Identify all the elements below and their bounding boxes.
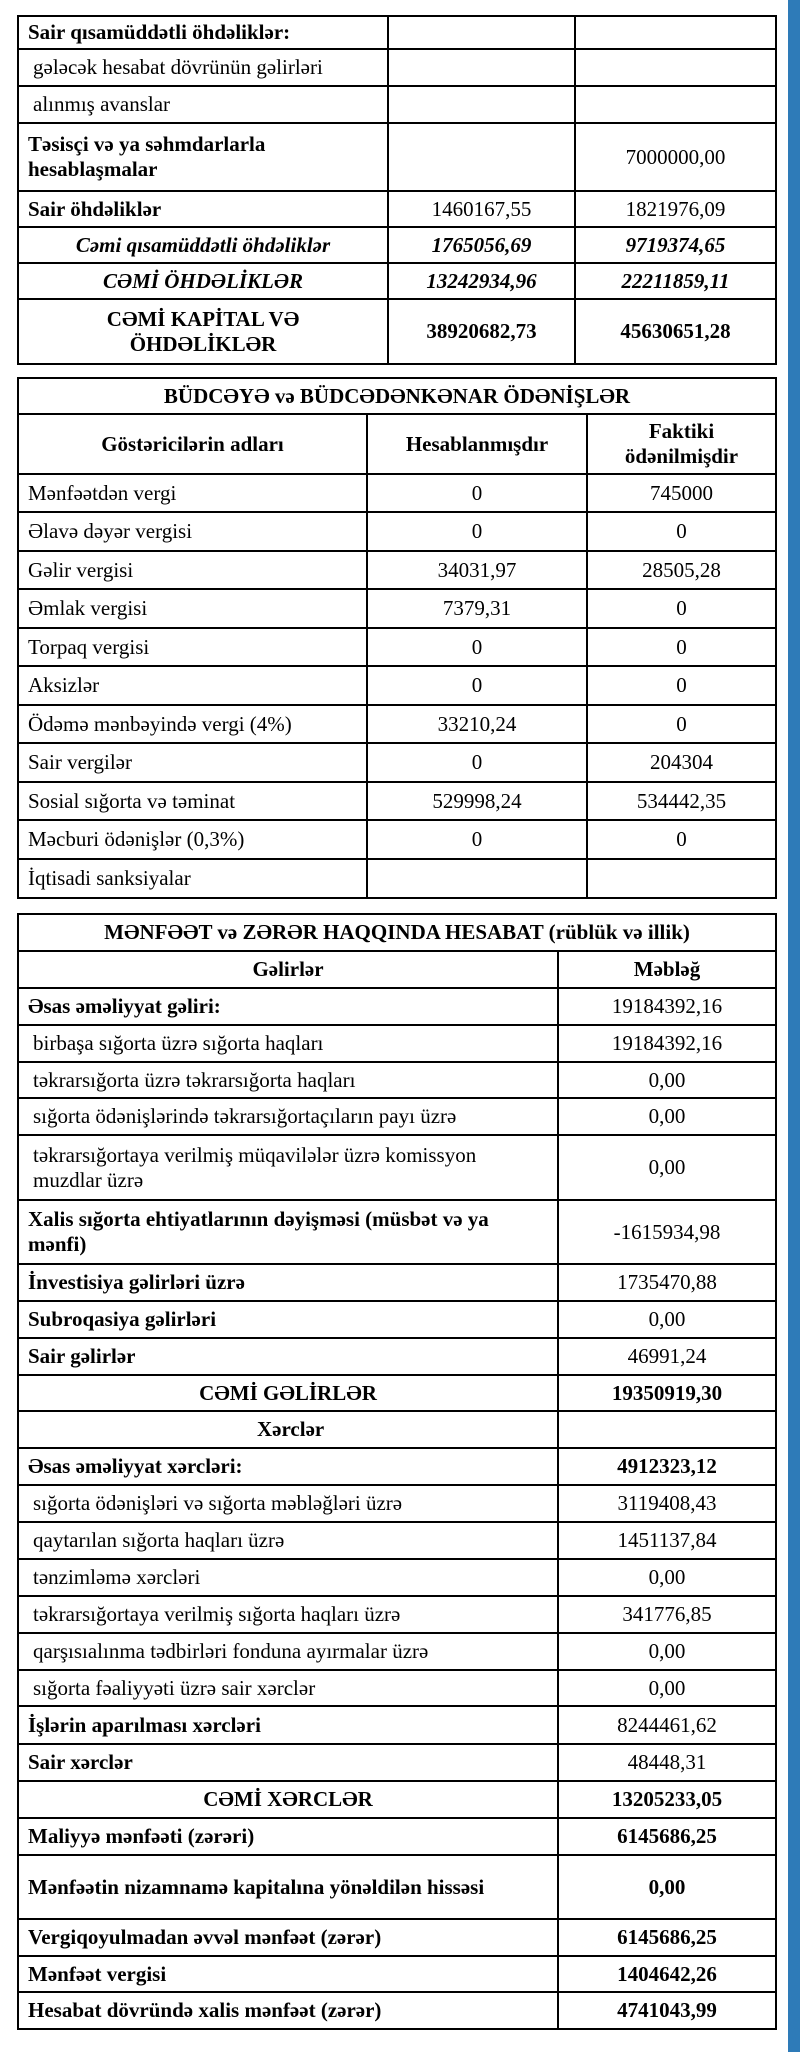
table-row [18, 1200, 776, 1264]
cell-value [388, 49, 575, 86]
row-label: Hesabat dövründə xalis mənfəət (zərər) [18, 1992, 558, 2029]
cell-value: 19184392,16 [558, 1025, 776, 1062]
row-label: Sosial sığorta və təminat [18, 782, 367, 820]
table-row [18, 1338, 776, 1375]
table-row [18, 1706, 776, 1744]
row-label: Mənfəətin nizamnamə kapitalına yönəldilən hissəsi [18, 1855, 558, 1919]
row-label: sığorta ödənişlərində təkrarsığortaçıların payı üzrə [18, 1098, 558, 1135]
cell-value: 204304 [587, 743, 776, 782]
row-label: Torpaq vergisi [18, 628, 367, 666]
table-row [18, 263, 776, 299]
row-label: Sair gəlirlər [18, 1338, 558, 1375]
row-label: Əsas əməliyyat gəliri: [18, 988, 558, 1025]
table-row [18, 1062, 776, 1098]
table-row [18, 666, 776, 705]
cell-value: 19184392,16 [558, 988, 776, 1025]
row-label: birbaşa sığorta üzrə sığorta haqları [18, 1025, 558, 1062]
row-label: Vergiqoyulmadan əvvəl mənfəət (zərər) [18, 1919, 558, 1956]
row-label: Cəmi qısamüddətli öhdəliklər [18, 227, 388, 263]
column-header: Faktiki ödənilmişdir [587, 414, 776, 474]
row-label: Sair qısamüddətli öhdəliklər: [18, 16, 388, 49]
table-row [18, 1448, 776, 1485]
cell-value: 22211859,11 [575, 263, 776, 299]
table-row [18, 191, 776, 227]
table-row [18, 1098, 776, 1135]
table-row [18, 16, 776, 49]
table-title: MƏNFƏƏT və ZƏRƏR HAQQINDA HESABAT (rüblük və illik) [18, 914, 776, 951]
row-label: Ödəmə mənbəyində vergi (4%) [18, 705, 367, 743]
cell-value: -1615934,98 [558, 1200, 776, 1264]
cell-value: 0 [367, 474, 587, 512]
row-label: Subroqasiya gəlirləri [18, 1301, 558, 1338]
row-label: təkrarsığortaya verilmiş müqavilələr üzrə komissyon muzdlar üzrə [18, 1135, 558, 1200]
row-label: CƏMİ GƏLİRLƏR [18, 1375, 558, 1411]
cell-value: 9719374,65 [575, 227, 776, 263]
cell-value [388, 86, 575, 123]
cell-value [367, 859, 587, 898]
row-label: qarşısıalınma tədbirləri fonduna ayırmalar üzrə [18, 1633, 558, 1670]
table-row [18, 1264, 776, 1301]
table-row [18, 123, 776, 191]
cell-value: 0,00 [558, 1559, 776, 1596]
table-title: BÜDCƏYƏ və BÜDCƏDƏNKƏNAR ÖDƏNİŞLƏR [18, 378, 776, 414]
table-row [18, 1992, 776, 2029]
cell-value [388, 123, 575, 191]
cell-value: 0 [587, 628, 776, 666]
row-label: Mənfəətdən vergi [18, 474, 367, 512]
table-row [18, 628, 776, 666]
row-label: İşlərin aparılması xərcləri [18, 1706, 558, 1744]
cell-value [575, 49, 776, 86]
cell-value: 48448,31 [558, 1744, 776, 1781]
cell-value [558, 1411, 776, 1448]
row-label: Maliyyə mənfəəti (zərəri) [18, 1818, 558, 1855]
cell-value: 1451137,84 [558, 1522, 776, 1559]
cell-value: 0 [367, 820, 587, 859]
table-row [18, 1485, 776, 1522]
cell-value: 1404642,26 [558, 1956, 776, 1992]
side-accent-bar [788, 0, 800, 2052]
cell-value: 0 [367, 628, 587, 666]
cell-value: 6145686,25 [558, 1818, 776, 1855]
column-header: Gəlirlər [18, 951, 558, 988]
cell-value: 0 [587, 512, 776, 551]
cell-value: 1765056,69 [388, 227, 575, 263]
cell-value: 1821976,09 [575, 191, 776, 227]
cell-value: 0 [587, 589, 776, 628]
column-header: Məbləğ [558, 951, 776, 988]
cell-value: 28505,28 [587, 551, 776, 589]
row-label: alınmış avanslar [18, 86, 388, 123]
table-row [18, 1633, 776, 1670]
table-row [18, 227, 776, 263]
table-row [18, 1301, 776, 1338]
liabilities-table [17, 15, 777, 365]
table-row [18, 1670, 776, 1706]
cell-value: 46991,24 [558, 1338, 776, 1375]
cell-value: 0 [587, 820, 776, 859]
cell-value: 745000 [587, 474, 776, 512]
cell-value: 0,00 [558, 1670, 776, 1706]
row-label: Sair öhdəliklər [18, 191, 388, 227]
row-label: Mənfəət vergisi [18, 1956, 558, 1992]
cell-value [587, 859, 776, 898]
cell-value: 1735470,88 [558, 1264, 776, 1301]
row-label: təkrarsığortaya verilmiş sığorta haqları üzrə [18, 1596, 558, 1633]
table-row [18, 512, 776, 551]
cell-value: 0 [367, 666, 587, 705]
cell-value: 0,00 [558, 1301, 776, 1338]
row-label: tənzimləmə xərcləri [18, 1559, 558, 1596]
row-label: təkrarsığorta üzrə təkrarsığorta haqları [18, 1062, 558, 1098]
row-label: Əlavə dəyər vergisi [18, 512, 367, 551]
table-row [18, 1818, 776, 1855]
table-row [18, 86, 776, 123]
cell-value: 4912323,12 [558, 1448, 776, 1485]
table-row [18, 1956, 776, 1992]
row-label: Sair xərclər [18, 1744, 558, 1781]
row-label: Aksizlər [18, 666, 367, 705]
cell-value: 529998,24 [367, 782, 587, 820]
budget-payments-table [17, 377, 777, 899]
table-row [18, 589, 776, 628]
table-row [18, 820, 776, 859]
row-label: sığorta ödənişləri və sığorta məbləğləri üzrə [18, 1485, 558, 1522]
row-label: Gəlir vergisi [18, 551, 367, 589]
column-header: Hesablanmışdır [367, 414, 587, 474]
cell-value: 0,00 [558, 1098, 776, 1135]
row-label: CƏMİ XƏRCLƏR [18, 1781, 558, 1818]
column-header: Göstəricilərin adları [18, 414, 367, 474]
table-row [18, 1411, 776, 1448]
cell-value: 3119408,43 [558, 1485, 776, 1522]
cell-value: 8244461,62 [558, 1706, 776, 1744]
row-label: CƏMİ ÖHDƏLİKLƏR [18, 263, 388, 299]
table-row [18, 1522, 776, 1559]
row-label: qaytarılan sığorta haqları üzrə [18, 1522, 558, 1559]
cell-value: 0 [367, 743, 587, 782]
table-row [18, 1135, 776, 1200]
table-row [18, 988, 776, 1025]
cell-value [575, 86, 776, 123]
row-label: Əsas əməliyyat xərcləri: [18, 1448, 558, 1485]
cell-value: 7379,31 [367, 589, 587, 628]
cell-value: 19350919,30 [558, 1375, 776, 1411]
cell-value [575, 16, 776, 49]
table-row [18, 1919, 776, 1956]
cell-value: 4741043,99 [558, 1992, 776, 2029]
cell-value: 6145686,25 [558, 1919, 776, 1956]
cell-value: 0,00 [558, 1135, 776, 1200]
profit-loss-table [17, 913, 777, 2030]
cell-value: 13205233,05 [558, 1781, 776, 1818]
row-label: CƏMİ KAPİTAL VƏ ÖHDƏLİKLƏR [18, 299, 388, 364]
cell-value: 0 [587, 705, 776, 743]
table-row [18, 743, 776, 782]
cell-value: 0,00 [558, 1062, 776, 1098]
row-label: Təsisçi və ya səhmdarlarla hesablaşmalar [18, 123, 388, 191]
cell-value: 7000000,00 [575, 123, 776, 191]
table-row [18, 49, 776, 86]
cell-value: 34031,97 [367, 551, 587, 589]
row-label: İnvestisiya gəlirləri üzrə [18, 1264, 558, 1301]
table-row [18, 1596, 776, 1633]
table-row [18, 705, 776, 743]
table-row [18, 1375, 776, 1411]
cell-value: 38920682,73 [388, 299, 575, 364]
table-row [18, 1559, 776, 1596]
row-label: gələcək hesabat dövrünün gəlirləri [18, 49, 388, 86]
cell-value: 45630651,28 [575, 299, 776, 364]
table-row [18, 1744, 776, 1781]
row-label: Xərclər [18, 1411, 558, 1448]
table-row [18, 551, 776, 589]
cell-value: 534442,35 [587, 782, 776, 820]
table-row [18, 299, 776, 364]
table-row [18, 1025, 776, 1062]
row-label: Məcburi ödənişlər (0,3%) [18, 820, 367, 859]
table-row [18, 1855, 776, 1919]
table-row [18, 859, 776, 898]
cell-value: 0,00 [558, 1855, 776, 1919]
table-row [18, 1781, 776, 1818]
cell-value: 13242934,96 [388, 263, 575, 299]
cell-value: 1460167,55 [388, 191, 575, 227]
table-row [18, 474, 776, 512]
row-label: Sair vergilər [18, 743, 367, 782]
table-row [18, 782, 776, 820]
cell-value [388, 16, 575, 49]
cell-value: 0 [367, 512, 587, 551]
row-label: İqtisadi sanksiyalar [18, 859, 367, 898]
cell-value: 33210,24 [367, 705, 587, 743]
row-label: sığorta fəaliyyəti üzrə sair xərclər [18, 1670, 558, 1706]
row-label: Xalis sığorta ehtiyatlarının dəyişməsi (müsbət və ya mənfi) [18, 1200, 558, 1264]
cell-value: 0 [587, 666, 776, 705]
cell-value: 341776,85 [558, 1596, 776, 1633]
cell-value: 0,00 [558, 1633, 776, 1670]
row-label: Əmlak vergisi [18, 589, 367, 628]
